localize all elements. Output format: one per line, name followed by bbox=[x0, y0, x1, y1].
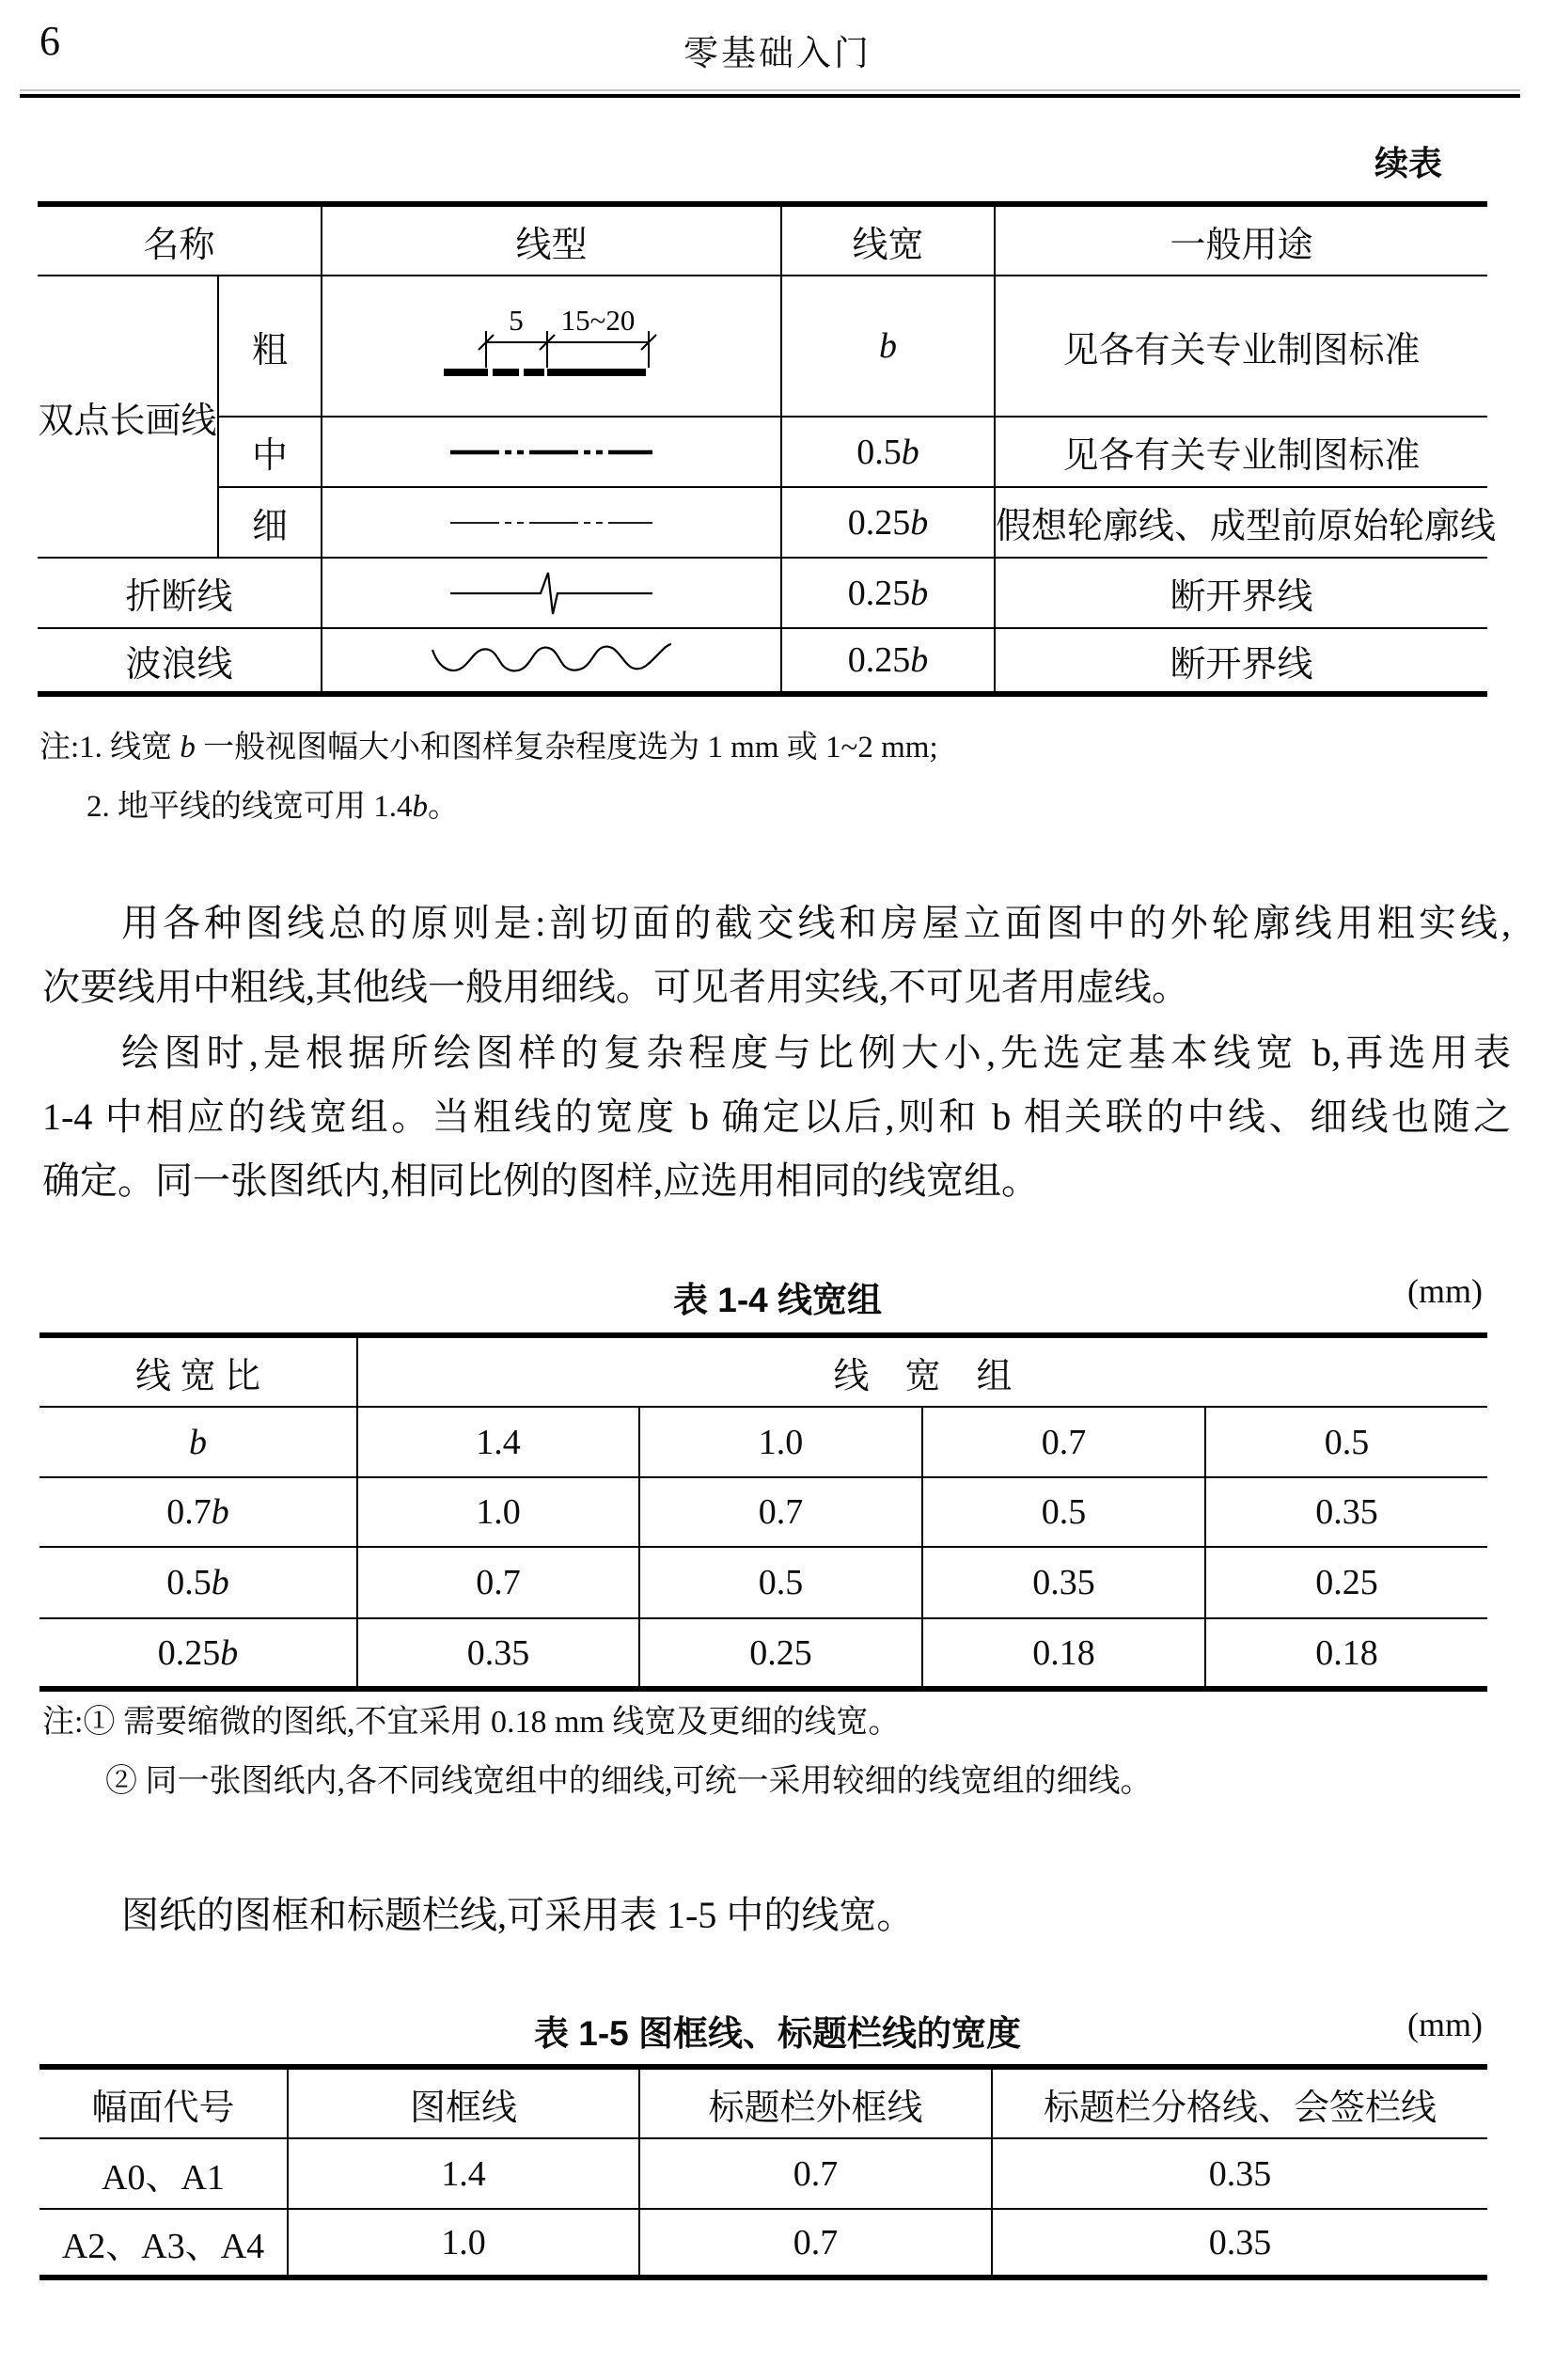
header-rule-shadow bbox=[20, 89, 1520, 91]
row-label-break-line: 折断线 bbox=[38, 558, 322, 628]
linetype-note-2 bbox=[86, 781, 459, 826]
value-cell: 0.35 bbox=[992, 2209, 1487, 2278]
wavy-line-sample bbox=[431, 640, 673, 680]
usage-medium: 见各有关专业制图标准 bbox=[995, 417, 1487, 487]
value-cell: 0.7 bbox=[639, 2209, 992, 2278]
linewidth-thick bbox=[781, 276, 995, 417]
t14-row-b bbox=[39, 1407, 1487, 1477]
frame-line-width-table bbox=[39, 2064, 1487, 2280]
value-cell: 0.5 bbox=[639, 1547, 922, 1618]
value-cell: 0.18 bbox=[1205, 1618, 1487, 1689]
value-cell: 1.0 bbox=[288, 2209, 639, 2278]
row-label-wavy-line: 波浪线 bbox=[38, 628, 322, 694]
linetype-sample-thick-cell bbox=[322, 276, 781, 417]
linewidth-medium bbox=[781, 417, 995, 487]
linewidth-var: b bbox=[901, 432, 919, 472]
t14-row-025b bbox=[39, 1618, 1487, 1689]
table-1-5-caption: 表 1-5 图框线、标题栏线的宽度 bbox=[533, 2014, 1022, 2053]
value-cell: 0.7 bbox=[357, 1547, 639, 1618]
linewidth-break bbox=[781, 558, 995, 628]
value-cell: 0.7 bbox=[639, 1477, 922, 1547]
dim-label-5: 5 bbox=[508, 307, 524, 337]
value-cell: 0.5 bbox=[1205, 1407, 1487, 1477]
t15-row-a0-a1 bbox=[39, 2138, 1487, 2209]
paragraph-line: 图纸的图框和标题栏线,可采用表 1-5 中的线宽。 bbox=[121, 1894, 915, 1936]
value-cell: 0.35 bbox=[922, 1547, 1205, 1618]
value-cell: 0.5 bbox=[922, 1477, 1205, 1547]
note-var-b: b bbox=[180, 731, 196, 764]
note-text: 一般视图幅大小和图样复杂程度选为 1 mm 或 1~2 mm; bbox=[195, 731, 938, 764]
ratio-var: b bbox=[189, 1422, 207, 1462]
linewidth-prefix: 0.25 bbox=[847, 502, 911, 543]
linewidth-prefix: 0.25 bbox=[847, 640, 911, 680]
linewidth-group-table bbox=[39, 1332, 1487, 1692]
linewidth-var: b bbox=[910, 640, 929, 680]
t15-header-title-block-outer: 标题栏外框线 bbox=[639, 2067, 992, 2138]
linewidth-var: b bbox=[910, 502, 929, 543]
t14-note-1: 注:① 需要缩微的图纸,不宜采用 0.18 mm 线宽及更细的线宽。 bbox=[42, 1705, 901, 1740]
value-cell: 1.0 bbox=[639, 1407, 922, 1477]
ratio-var: b bbox=[211, 1563, 229, 1602]
col-header-name: 名称 bbox=[38, 204, 322, 276]
usage-wavy: 断开界线 bbox=[995, 628, 1487, 694]
linewidth-thin bbox=[781, 487, 995, 558]
medium-double-dot-dash-line bbox=[450, 449, 652, 456]
paragraph-1 bbox=[42, 891, 1511, 1019]
linewidth-prefix: 0.25 bbox=[847, 573, 911, 613]
note-text: 注:1. 线宽 bbox=[39, 731, 181, 764]
usage-thick: 见各有关专业制图标准 bbox=[995, 276, 1487, 417]
ratio-cell bbox=[39, 1407, 357, 1477]
table-1-4-caption: 表 1-4 线宽组 bbox=[672, 1281, 883, 1319]
value-cell: 0.35 bbox=[1205, 1477, 1487, 1547]
header-rule bbox=[20, 94, 1520, 98]
paragraph-line: 绘图时,是根据所绘图样的复杂程度与比例大小,先选定基本线宽 b,再选用表 bbox=[121, 1032, 1511, 1074]
ratio-var: b bbox=[220, 1632, 239, 1673]
t14-row-05b bbox=[39, 1547, 1487, 1618]
linewidth-wavy bbox=[781, 628, 995, 694]
value-cell: 1.0 bbox=[357, 1477, 639, 1547]
usage-break: 断开界线 bbox=[995, 558, 1487, 628]
note-text: 。 bbox=[428, 790, 459, 824]
table-row-thick bbox=[38, 276, 1487, 417]
paragraph-line: 1-4 中相应的线宽组。当粗线的宽度 b 确定以后,则和 b 相关联的中线、细线也随之 bbox=[42, 1095, 1511, 1138]
linetype-table bbox=[38, 201, 1497, 697]
size-code-cell: A2、A3、A4 bbox=[39, 2209, 288, 2278]
t15-header-size-code: 幅面代号 bbox=[39, 2067, 288, 2138]
value-cell: 0.35 bbox=[992, 2138, 1487, 2209]
paragraph-line: 用各种图线总的原则是:剖切面的截交线和房屋立面图中的外轮廓线用粗实线, bbox=[121, 902, 1511, 944]
usage-thin: 假想轮廓线、成型前原始轮廓线 bbox=[995, 487, 1487, 558]
linetype-note-1 bbox=[39, 722, 938, 766]
ratio-cell bbox=[39, 1477, 357, 1547]
note-text: 2. 地平线的线宽可用 1.4 bbox=[86, 790, 413, 824]
t14-header-group: 线 宽 组 bbox=[357, 1335, 1487, 1407]
linetype-sample-thin-cell bbox=[322, 487, 781, 558]
t14-header-ratio: 线 宽 比 bbox=[39, 1335, 357, 1407]
thick-dash-pattern bbox=[444, 369, 646, 376]
linewidth-prefix: 0.5 bbox=[856, 432, 902, 472]
value-cell: 0.7 bbox=[639, 2138, 992, 2209]
table-row-thin bbox=[38, 487, 1487, 558]
t15-header-row bbox=[39, 2067, 1487, 2138]
ratio-cell bbox=[39, 1547, 357, 1618]
thick-double-dash-diagram bbox=[411, 307, 693, 386]
table-row-wavy-line bbox=[38, 628, 1487, 694]
t14-note-2: ② 同一张图纸内,各不同线宽组中的细线,可统一采用较细的线宽组的细线。 bbox=[105, 1764, 1153, 1799]
linewidth-var: b bbox=[910, 573, 929, 613]
t14-row-07b bbox=[39, 1477, 1487, 1547]
value-cell: 1.4 bbox=[288, 2138, 639, 2209]
col-header-usage: 一般用途 bbox=[995, 204, 1487, 276]
group-label-cell: 双点长画线 bbox=[38, 276, 218, 558]
linewidth-var: b bbox=[879, 326, 898, 366]
t14-header-row bbox=[39, 1335, 1487, 1407]
dim-label-15-20: 15~20 bbox=[560, 307, 635, 337]
paragraph-line: 次要线用中粗线,其他线一般用细线。可见者用实线,不可见者用虚线。 bbox=[42, 966, 1189, 1008]
value-cell: 0.25 bbox=[639, 1618, 922, 1689]
ratio-prefix: 0.5 bbox=[166, 1563, 212, 1602]
thin-double-dot-dash-line bbox=[450, 520, 652, 526]
subrow-label-medium: 中 bbox=[218, 417, 322, 487]
value-cell: 0.25 bbox=[1205, 1547, 1487, 1618]
paragraph-line: 确定。同一张图纸内,相同比例的图样,应选用相同的线宽组。 bbox=[42, 1159, 1039, 1202]
t15-row-a2-a3-a4 bbox=[39, 2209, 1487, 2278]
value-cell: 0.35 bbox=[357, 1618, 639, 1689]
value-cell: 0.18 bbox=[922, 1618, 1205, 1689]
subrow-label-thick: 粗 bbox=[218, 276, 322, 417]
paragraph-3 bbox=[42, 1884, 1511, 1947]
ratio-cell bbox=[39, 1618, 357, 1689]
break-line-sample bbox=[450, 567, 652, 620]
note-var-b: b bbox=[412, 790, 428, 824]
value-cell: 0.7 bbox=[922, 1407, 1205, 1477]
col-header-linetype: 线型 bbox=[322, 204, 781, 276]
ratio-var: b bbox=[211, 1492, 229, 1532]
subrow-label-thin: 细 bbox=[218, 487, 322, 558]
table-1-4-unit: (mm) bbox=[1407, 1272, 1483, 1310]
table-row-medium bbox=[38, 417, 1487, 487]
running-title: 零基础入门 bbox=[683, 35, 872, 73]
linetype-sample-medium-cell bbox=[322, 417, 781, 487]
ratio-prefix: 0.7 bbox=[166, 1492, 212, 1532]
col-header-linewidth: 线宽 bbox=[781, 204, 995, 276]
linetype-sample-wavy-cell bbox=[322, 628, 781, 694]
size-code-cell: A0、A1 bbox=[39, 2138, 288, 2209]
continued-table-label: 续表 bbox=[1374, 144, 1442, 182]
t15-header-frame-line: 图框线 bbox=[288, 2067, 639, 2138]
ratio-prefix: 0.25 bbox=[157, 1632, 221, 1673]
table-row-break-line bbox=[38, 558, 1487, 628]
linetype-header-row bbox=[38, 204, 1487, 276]
table-1-5-unit: (mm) bbox=[1407, 2006, 1483, 2043]
t15-header-title-block-divider: 标题栏分格线、会签栏线 bbox=[992, 2067, 1487, 2138]
value-cell: 1.4 bbox=[357, 1407, 639, 1477]
page-number: 6 bbox=[39, 18, 60, 64]
linetype-sample-break-cell bbox=[322, 558, 781, 628]
paragraph-2 bbox=[42, 1021, 1511, 1213]
